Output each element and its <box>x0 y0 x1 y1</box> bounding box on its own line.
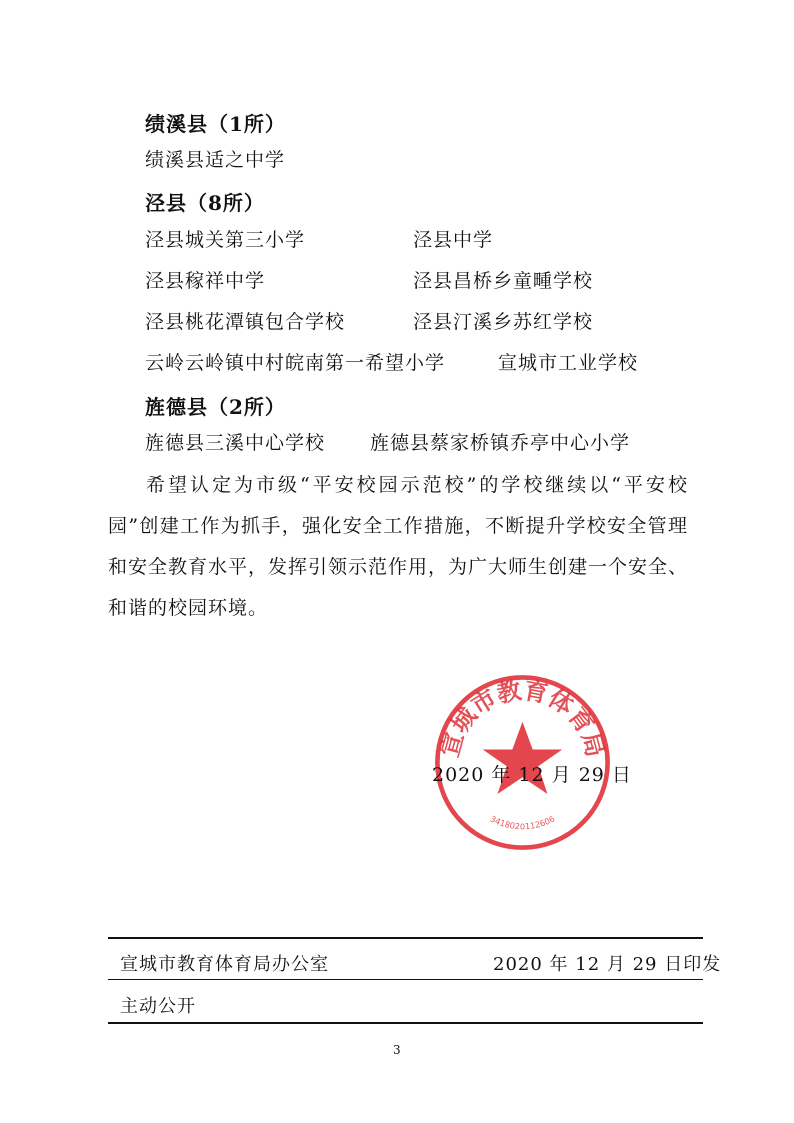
seal-text: 宣城市教育体育局 <box>435 676 610 760</box>
sign-date: 2020 年 12 月 29 日 <box>432 764 632 786</box>
school-item: 旌德县蔡家桥镇乔亭中心小学 <box>370 432 631 454</box>
school-item: 宣城市工业学校 <box>498 352 639 374</box>
school-item: 旌德县三溪中心学校 <box>145 432 326 454</box>
footer-print-date: 2020 年 12 月 29 日印发 <box>493 954 722 975</box>
section-heading-jingxian: 泾县（8所） <box>145 191 265 215</box>
school-item: 泾县城关第三小学 <box>145 229 306 251</box>
school-item: 泾县中学 <box>413 229 494 251</box>
page-number: 3 <box>393 1043 401 1057</box>
school-item: 绩溪县适之中学 <box>145 149 286 171</box>
school-item: 泾县桃花潭镇包合学校 <box>145 311 346 333</box>
footer-top-rule <box>108 937 703 939</box>
school-item: 泾县稼祥中学 <box>145 270 266 292</box>
closing-paragraph: 希望认定为市级“平安校园示范校”的学校继续以“平安校园”创建工作为抓手，强化安全工作措施，不断提升学校安全管理和安全教育水平，发挥引领示范作用，为广大师生创建一个安全、和谐的校园环境。 <box>108 474 689 619</box>
seal-code: 3418020112606 <box>488 813 557 832</box>
disclosure-label: 主动公开 <box>120 996 196 1017</box>
section-heading-jixi: 绩溪县（1所） <box>145 112 286 136</box>
school-item: 泾县汀溪乡苏红学校 <box>413 311 594 333</box>
school-item: 云岭云岭镇中村皖南第一希望小学 <box>145 352 446 374</box>
footer-bottom-rule <box>108 1022 703 1024</box>
footer-middle-rule <box>108 979 703 980</box>
section-heading-jingde: 旌德县（2所） <box>145 395 286 419</box>
school-item: 泾县昌桥乡童畽学校 <box>413 270 594 292</box>
footer-issuer: 宣城市教育体育局办公室 <box>120 954 329 975</box>
